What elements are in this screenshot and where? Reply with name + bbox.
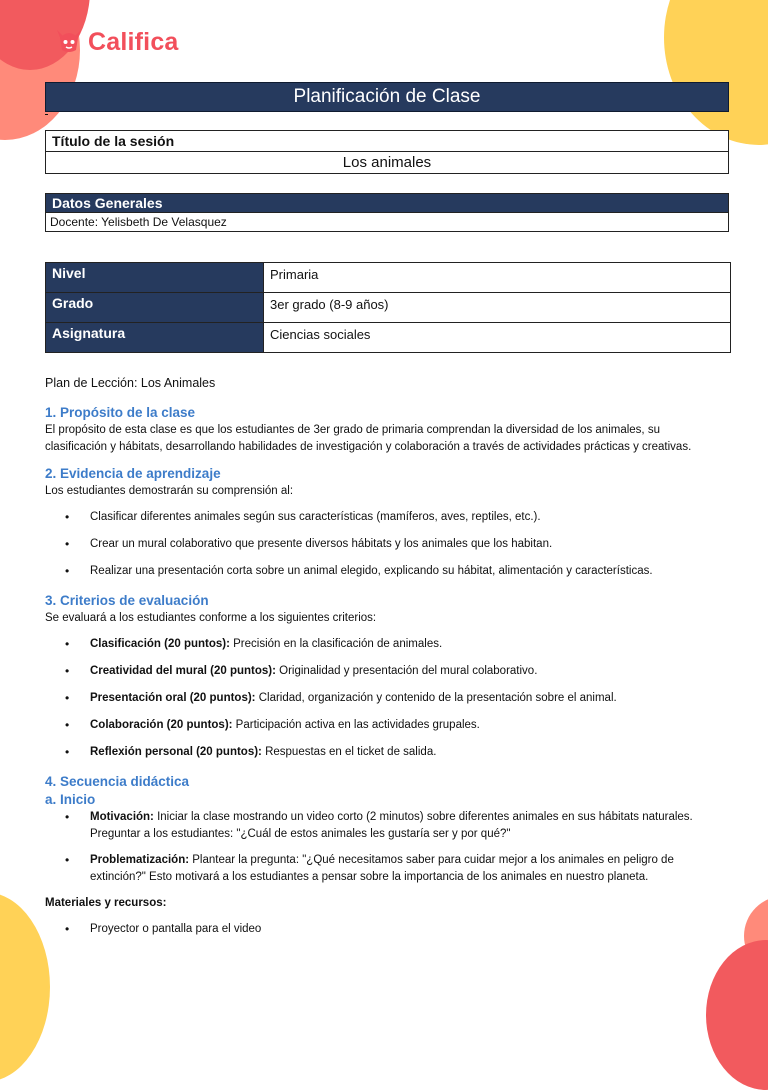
level-label: Nivel [46, 263, 264, 293]
list-item: • Clasificar diferentes animales según sus características (mamíferos, aves, reptiles, etc.). [45, 509, 725, 526]
brand-logo[interactable] [54, 26, 179, 59]
evidence-list [45, 509, 725, 580]
step-name: Motivación: [90, 811, 154, 823]
list-item [45, 690, 725, 707]
session-title: Los animales [342, 154, 432, 171]
step-name: Problematización: [90, 854, 190, 866]
list-item [45, 744, 725, 761]
list-item: • Crear un mural colaborativo que presente diversos hábitats y los animales que los habitan. [45, 536, 725, 553]
teacher-name: Docente: Yelisbeth De Velasquez [50, 215, 227, 229]
evidence-intro: Los estudiantes demostrarán su comprensión al: [45, 485, 294, 497]
criterion-name: Presentación oral (20 puntos): [90, 692, 256, 704]
criterion-name: Colaboración (20 puntos): [90, 719, 233, 731]
list-item: • Proyector o pantalla para el video [45, 921, 725, 938]
step-text: Iniciar la clase mostrando un video corto (2 minutos) sobre diferentes animales en sus hábitats naturales. Preguntar a los estudiantes: "¿Cuál de estos animales les gustaría ser y por qué?" [90, 811, 693, 840]
criterion-text: Precisión en la clasificación de animales. [229, 638, 443, 650]
divider [45, 114, 48, 115]
session-label: Título de la sesión [46, 131, 728, 152]
criterion-name: Clasificación (20 puntos): [90, 638, 230, 650]
list-item [45, 809, 725, 843]
step-text: Plantear la pregunta: "¿Qué necesitamos saber para cuidar mejor a los animales en peligro de extinción?" Esto motivará a los estudiantes a pensar sobre la importancia de los animales en nuestro planeta. [90, 854, 674, 883]
level-value: Primaria [264, 263, 731, 293]
purpose-text: El propósito de esta clase es que los estudiantes de 3er grado de primaria comprendan la diversidad de los animales, su clasificación y hábitats, desarrollando habilidades de investigación y colaboración a través de actividades prácticas y creativas. [45, 424, 692, 453]
document-title: Planificación de Clase [45, 82, 729, 112]
criteria-list [45, 636, 725, 761]
subsection-heading-start: a. Inicio [45, 792, 96, 807]
table-row [46, 293, 731, 323]
subject-value: Ciencias sociales [264, 323, 731, 353]
list-item [45, 852, 725, 886]
course-info-table [45, 262, 731, 353]
general-data-box [45, 193, 729, 232]
lesson-plan-title: Plan de Lección: Los Animales [45, 376, 216, 390]
section-heading-purpose: 1. Propósito de la clase [45, 405, 196, 420]
grade-label: Grado [46, 293, 264, 323]
session-box [45, 130, 729, 174]
criterion-name: Reflexión personal (20 puntos): [90, 746, 262, 758]
criterion-text: Originalidad y presentación del mural colaborativo. [275, 665, 538, 677]
section-heading-evidence: 2. Evidencia de aprendizaje [45, 466, 221, 481]
table-row [46, 323, 731, 353]
materials-list [45, 921, 725, 938]
table-row [46, 263, 731, 293]
list-item: • Realizar una presentación corta sobre un animal elegido, explicando su hábitat, alimentación y características. [45, 563, 725, 580]
criteria-intro: Se evaluará a los estudiantes conforme a los siguientes criterios: [45, 612, 377, 624]
list-item [45, 636, 725, 653]
brand-name: Califica [88, 28, 179, 56]
section-heading-sequence: 4. Secuencia didáctica [45, 774, 190, 789]
lesson-content [45, 375, 725, 948]
section-heading-criteria: 3. Criterios de evaluación [45, 593, 209, 608]
list-item [45, 663, 725, 680]
grade-value: 3er grado (8-9 años) [264, 293, 731, 323]
sequence-list [45, 809, 725, 886]
fox-mascot-icon [54, 26, 84, 59]
criterion-text: Participación activa en las actividades grupales. [232, 719, 480, 731]
materials-label: Materiales y recursos: [45, 897, 167, 909]
criterion-text: Claridad, organización y contenido de la presentación sobre el animal. [255, 692, 617, 704]
subject-label: Asignatura [46, 323, 264, 353]
criterion-name: Creatividad del mural (20 puntos): [90, 665, 276, 677]
criterion-text: Respuestas en el ticket de salida. [261, 746, 437, 758]
general-data-header: Datos Generales [46, 194, 728, 213]
list-item [45, 717, 725, 734]
